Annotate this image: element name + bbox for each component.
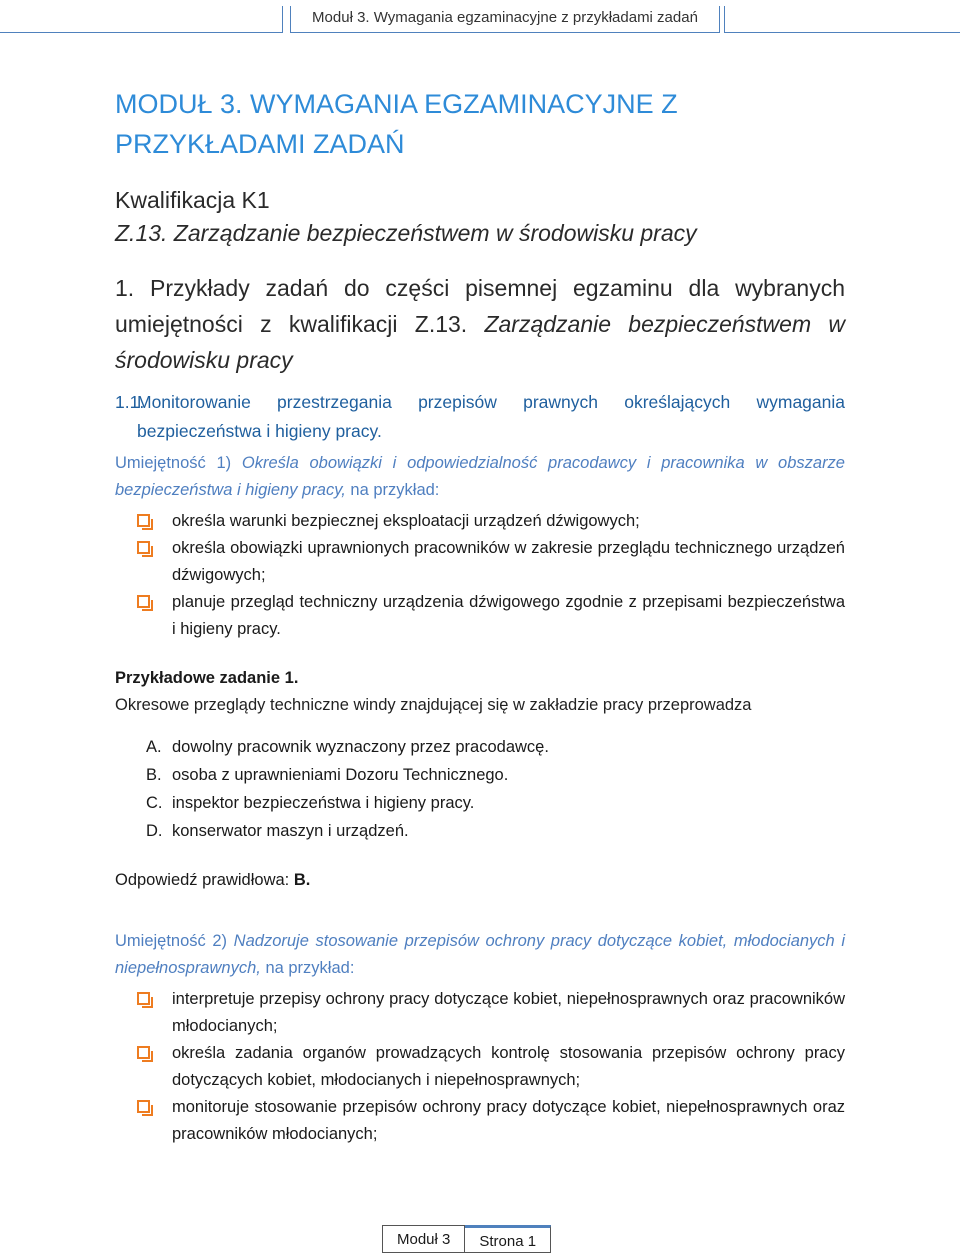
section-heading-1-1-number: 1.1.	[115, 392, 145, 412]
answer-option: A. dowolny pracownik wyznaczony przez pracodawcę.	[146, 738, 549, 756]
task-1-question: Okresowe przeglądy techniczne windy znajdującej się w zakładzie pracy przeprowadza	[115, 696, 752, 714]
correct-answer-value: B.	[293, 871, 311, 889]
skill-1-prefix: Umiejętność 1)	[115, 454, 232, 472]
answer-option: B. osoba z uprawnieniami Dozoru Technicznego.	[146, 766, 509, 784]
checkbox-bullet-icon	[137, 514, 150, 527]
section-heading-1-text: 1. Przykłady zadań do części pisemnej egzaminu dla wybranych umiejętności z kwalifikacji Z.13.	[115, 275, 845, 337]
skill-2-prefix: Umiejętność 2)	[115, 932, 228, 950]
list-item: określa warunki bezpiecznej eksploatacji urządzeń dźwigowych;	[115, 508, 845, 535]
skill-2-italic: Nadzoruje stosowanie przepisów ochrony pracy dotyczące kobiet, młodocianych i niepełnosprawnych,	[115, 932, 846, 977]
document-body	[115, 80, 845, 1148]
checkbox-bullet-icon	[137, 541, 150, 554]
section-heading-1	[115, 270, 845, 378]
footer-page-number: Strona 1	[465, 1225, 551, 1253]
skill-1-description	[115, 450, 845, 504]
task-1-title: Przykładowe zadanie 1.	[115, 669, 299, 687]
header-rule-left	[0, 6, 283, 33]
section-heading-1-1-text: Monitorowanie przestrzegania przepisów prawnych określających wymagania bezpieczeństwa i higieny pracy.	[137, 392, 845, 441]
footer-module: Moduł 3	[382, 1225, 465, 1253]
skill-2-list	[115, 986, 845, 1148]
checkbox-bullet-icon	[137, 1046, 150, 1059]
page-footer	[382, 1225, 551, 1253]
skill-1-list	[115, 508, 845, 643]
list-item: określa obowiązki uprawnionych pracowników w zakresie przeglądu technicznego urządzeń dźwigowych;	[115, 535, 845, 589]
skill-2-suffix: na przykład:	[265, 959, 355, 977]
qualification-name: Z.13. Zarządzanie bezpieczeństwem w środowisku pracy	[115, 220, 697, 246]
task-1-answers	[115, 733, 845, 845]
header-rule-right	[724, 6, 960, 33]
list-item: planuje przegląd techniczny urządzenia dźwigowego zgodnie z przepisami bezpieczeństwa i higieny pracy.	[115, 589, 845, 643]
checkbox-bullet-icon	[137, 1100, 150, 1113]
qualification-label: Kwalifikacja K1	[115, 187, 270, 213]
skill-1-italic: Określa obowiązki i odpowiedzialność pracodawcy i pracownika w obszarze bezpieczeństwa i higieny pracy,	[115, 454, 845, 499]
list-item: określa zadania organów prowadzących kontrolę stosowania przepisów ochrony pracy dotyczących kobiet, młodocianych i niepełnosprawnych;	[115, 1040, 845, 1094]
skill-2-description	[115, 928, 845, 982]
checkbox-bullet-icon	[137, 595, 150, 608]
checkbox-bullet-icon	[137, 992, 150, 1005]
module-title	[115, 84, 845, 164]
module-title-prefix: MODUŁ 3.	[115, 89, 243, 119]
module-title-text: WYMAGANIA EGZAMINACYJNE Z PRZYKŁADAMI ZADAŃ	[115, 89, 678, 159]
running-header: Moduł 3. Wymagania egzaminacyjne z przykładami zadań	[290, 6, 720, 33]
list-item: interpretuje przepisy ochrony pracy dotyczące kobiet, niepełnosprawnych oraz pracowników młodocianych;	[115, 986, 845, 1040]
section-heading-1-1	[115, 388, 845, 446]
answer-option: C. inspektor bezpieczeństwa i higieny pracy.	[146, 794, 475, 812]
list-item: monitoruje stosowanie przepisów ochrony pracy dotyczące kobiet, niepełnosprawnych oraz pracowników młodocianych;	[115, 1094, 845, 1148]
answer-option: D. konserwator maszyn i urządzeń.	[146, 822, 409, 840]
section-heading-1-italic: Zarządzanie bezpieczeństwem w środowisku pracy	[115, 311, 845, 373]
skill-1-suffix: na przykład:	[350, 481, 440, 499]
task-1-correct-answer: Odpowiedź prawidłowa: B.	[115, 871, 311, 889]
